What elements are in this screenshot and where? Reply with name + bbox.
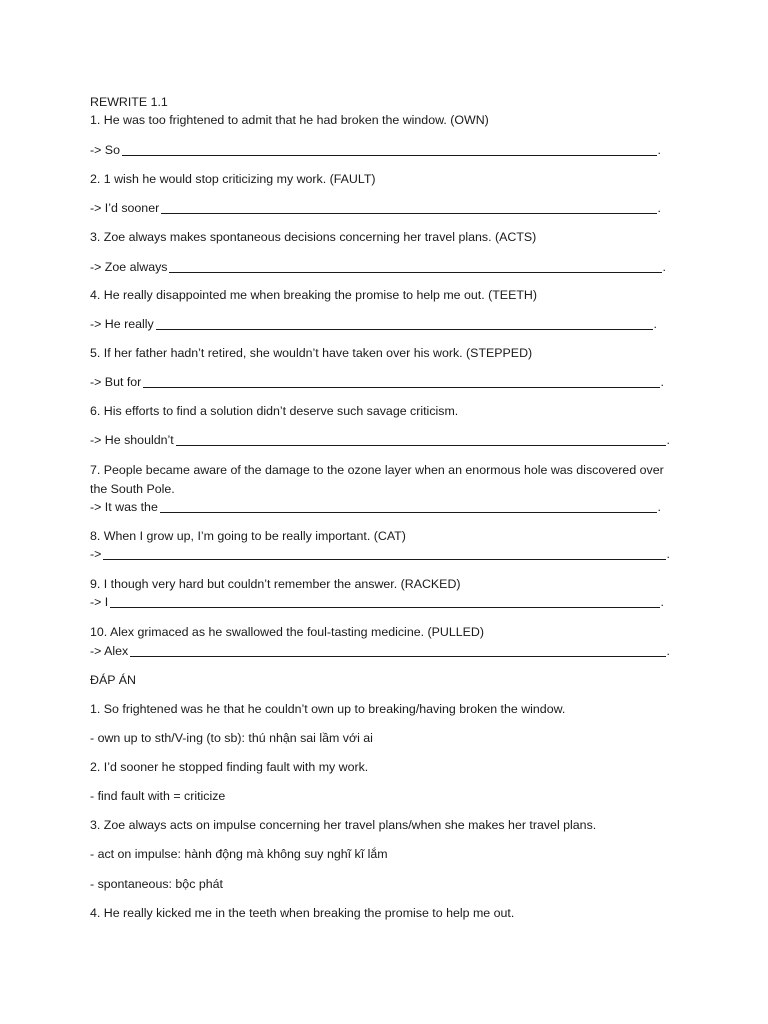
question-10-prompt: 10. Alex grimaced as he swallowed the foul-tasting medicine. (PULLED) bbox=[90, 625, 484, 639]
question-4-end: . bbox=[653, 317, 657, 331]
question-7-end: . bbox=[657, 500, 661, 514]
question-5-blank[interactable] bbox=[143, 375, 659, 388]
question-7-prompt-line-1: 7. People became aware of the damage to the ozone layer when an enormous hole was discovered over bbox=[90, 463, 664, 477]
question-3-answer-line bbox=[90, 259, 666, 275]
question-4-blank[interactable] bbox=[156, 317, 653, 330]
question-3-prompt: 3. Zoe always makes spontaneous decisions concerning her travel plans. (ACTS) bbox=[90, 230, 537, 244]
question-3-answer-prefix: -> Zoe always bbox=[90, 260, 168, 274]
question-6-answer-line bbox=[90, 432, 670, 448]
question-6-blank[interactable] bbox=[176, 433, 666, 446]
question-8-prompt: 8. When I grow up, I’m going to be really important. (CAT) bbox=[90, 529, 406, 543]
question-9-answer-line bbox=[90, 594, 664, 610]
question-2-blank[interactable] bbox=[161, 201, 656, 214]
question-3-blank[interactable] bbox=[169, 260, 661, 273]
question-4-prompt: 4. He really disappointed me when breaking the promise to help me out. (TEETH) bbox=[90, 288, 537, 302]
question-9-end: . bbox=[660, 595, 664, 609]
question-7-blank[interactable] bbox=[160, 500, 657, 513]
question-5-prompt: 5. If her father hadn’t retired, she wouldn’t have taken over his work. (STEPPED) bbox=[90, 346, 533, 360]
question-5-end: . bbox=[660, 375, 664, 389]
answer-note: - find fault with = criticize bbox=[90, 789, 226, 803]
question-8-answer-line bbox=[90, 546, 670, 562]
question-6-prompt: 6. His efforts to find a solution didn’t deserve such savage criticism. bbox=[90, 404, 459, 418]
question-1-answer-line bbox=[90, 142, 661, 158]
question-2-prompt: 2. 1 wish he would stop criticizing my work. (FAULT) bbox=[90, 172, 376, 186]
question-1-blank[interactable] bbox=[122, 143, 657, 156]
question-3-end: . bbox=[662, 260, 666, 274]
question-9-prompt: 9. I though very hard but couldn’t remember the answer. (RACKED) bbox=[90, 577, 461, 591]
question-7-answer-line bbox=[90, 499, 661, 515]
question-2-answer-prefix: -> I’d sooner bbox=[90, 201, 160, 215]
answer-item: 3. Zoe always acts on impulse concerning her travel plans/when she makes her travel plans. bbox=[90, 818, 597, 832]
question-9-answer-prefix: -> I bbox=[90, 595, 109, 609]
answer-item: 2. I’d sooner he stopped finding fault with my work. bbox=[90, 760, 369, 774]
question-10-blank[interactable] bbox=[130, 644, 665, 657]
question-6-answer-prefix: -> He shouldn’t bbox=[90, 433, 174, 447]
answer-note: - act on impulse: hành động mà không suy nghĩ kĩ lắm bbox=[90, 847, 388, 861]
question-5-answer-line bbox=[90, 374, 664, 390]
question-6-end: . bbox=[666, 433, 670, 447]
question-4-answer-line bbox=[90, 316, 657, 332]
question-1-prompt: 1. He was too frightened to admit that he had broken the window. (OWN) bbox=[90, 113, 489, 127]
question-5-answer-prefix: -> But for bbox=[90, 375, 142, 389]
question-4-answer-prefix: -> He really bbox=[90, 317, 154, 331]
question-10-answer-prefix: -> Alex bbox=[90, 644, 129, 658]
question-10-answer-line bbox=[90, 643, 670, 659]
question-7-prompt-line-2: the South Pole. bbox=[90, 482, 175, 496]
answer-item: 4. He really kicked me in the teeth when breaking the promise to help me out. bbox=[90, 906, 515, 920]
question-7-answer-prefix: -> It was the bbox=[90, 500, 158, 514]
answer-note: - own up to sth/V-ing (to sb): thú nhận sai lầm với ai bbox=[90, 731, 373, 745]
question-8-end: . bbox=[666, 547, 670, 561]
answer-note: - spontaneous: bộc phát bbox=[90, 877, 223, 891]
question-2-end: . bbox=[657, 201, 661, 215]
question-10-end: . bbox=[666, 644, 670, 658]
answers-heading: ĐÁP ÁN bbox=[90, 673, 136, 687]
question-8-blank[interactable] bbox=[103, 547, 665, 560]
question-9-blank[interactable] bbox=[110, 595, 659, 608]
question-8-answer-prefix: -> bbox=[90, 547, 102, 561]
question-2-answer-line bbox=[90, 200, 661, 216]
question-1-answer-prefix: -> So bbox=[90, 143, 120, 157]
document-title: REWRITE 1.1 bbox=[90, 95, 168, 109]
question-1-end: . bbox=[657, 143, 661, 157]
answer-item: 1. So frightened was he that he couldn’t own up to breaking/having broken the window. bbox=[90, 702, 566, 716]
